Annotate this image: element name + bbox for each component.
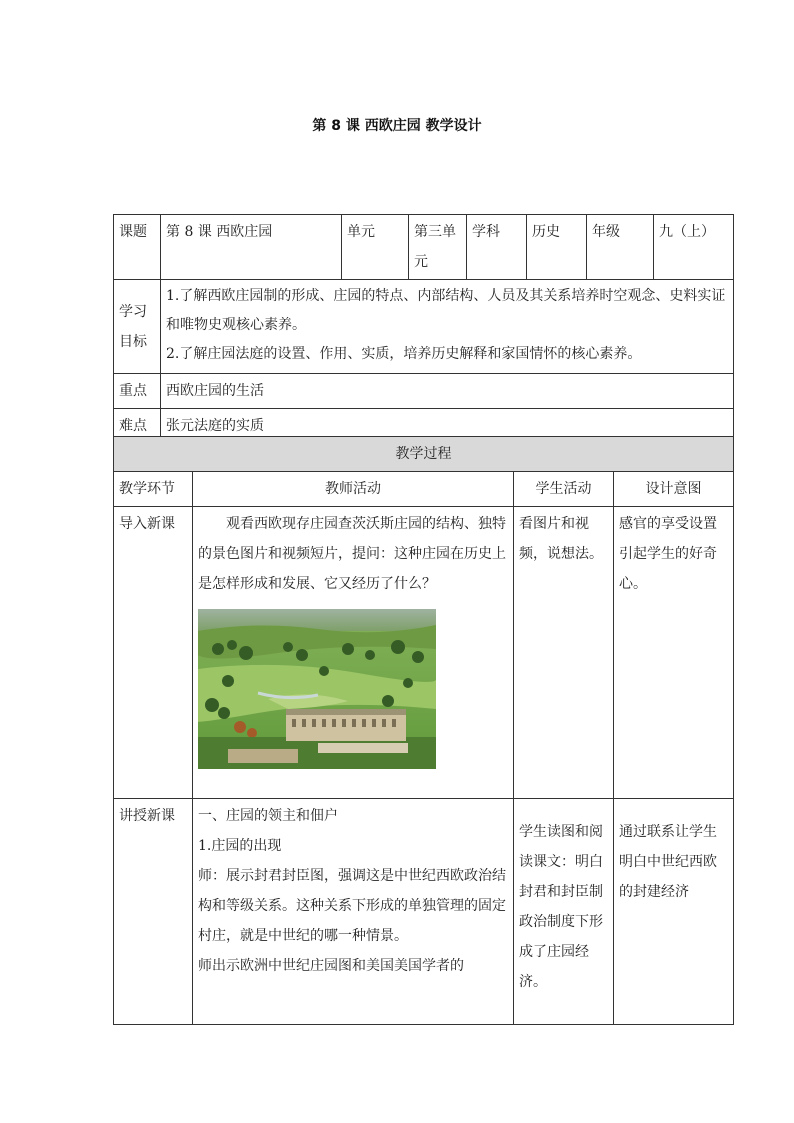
unit-label: 单元	[342, 215, 409, 280]
goal-item: 1.了解西欧庄园制的形成、庄园的特点、内部结构、人员及其关系培养时空观念、史料实证和唯物史观核心素养。	[166, 288, 726, 333]
section-heading: 一、庄园的领主和佃户	[198, 808, 338, 824]
difficulty-value: 张元法庭的实质	[161, 409, 734, 444]
teacher-activity-text: 师：展示封君封臣图，强调这是中世纪西欧政治结构和等级关系。这种关系下形成的单独管理的固定村庄，就是中世纪的哪一种情景。	[198, 868, 506, 944]
column-header: 设计意图	[614, 472, 734, 507]
difficulty-label: 难点	[114, 409, 161, 444]
grade-label: 年级	[587, 215, 654, 280]
stage-cell: 讲授新课	[114, 799, 193, 1025]
goal-item: 2.了解庄园法庭的设置、作用、实质，培养历史解释和家国情怀的核心素养。	[166, 346, 642, 362]
document-title: 第 8 课 西欧庄园 教学设计	[312, 118, 482, 134]
teacher-activity-text: 师出示欧洲中世纪庄园图和美国美国学者的	[198, 958, 464, 974]
lesson-info-table	[113, 214, 734, 444]
column-header: 学生活动	[514, 472, 614, 507]
grade-value: 九（上）	[654, 215, 734, 280]
key-point-value: 西欧庄园的生活	[161, 374, 734, 409]
topic-value: 第 8 课 西欧庄园	[161, 215, 342, 280]
unit-value: 第三单元	[409, 215, 467, 280]
goals-content	[161, 280, 734, 374]
manor-aerial-photo	[198, 609, 436, 769]
student-activity-text: 学生读图和阅读课文：明白封君和封臣制政治制度下形成了庄园经济。	[519, 824, 603, 990]
subject-label: 学科	[467, 215, 527, 280]
design-intent-text: 通过联系让学生明白中世纪西欧的封建经济	[619, 824, 717, 900]
teacher-activity-text: 观看西欧现存庄园查茨沃斯庄园的结构、独特的景色图片和视频短片，提问：这种庄园在历史上是怎样形成和发展、它又经历了什么？	[198, 516, 506, 592]
column-header: 教师活动	[193, 472, 514, 507]
stage-cell: 导入新课	[114, 507, 193, 799]
subsection-heading: 1.庄园的出现	[198, 838, 282, 854]
student-activity-cell	[514, 799, 614, 1025]
column-header: 教学环节	[114, 472, 193, 507]
teacher-activity-cell	[193, 799, 514, 1025]
subject-value: 历史	[527, 215, 587, 280]
goals-label: 学习目标	[114, 280, 161, 374]
teacher-activity-cell	[193, 507, 514, 799]
key-point-label: 重点	[114, 374, 161, 409]
design-intent-cell	[614, 799, 734, 1025]
teaching-process-table	[113, 436, 734, 1025]
topic-label: 课题	[114, 215, 161, 280]
design-intent-cell: 感官的享受设置引起学生的好奇心。	[614, 507, 734, 799]
student-activity-cell: 看图片和视频，说想法。	[514, 507, 614, 799]
process-banner: 教学过程	[114, 437, 734, 472]
